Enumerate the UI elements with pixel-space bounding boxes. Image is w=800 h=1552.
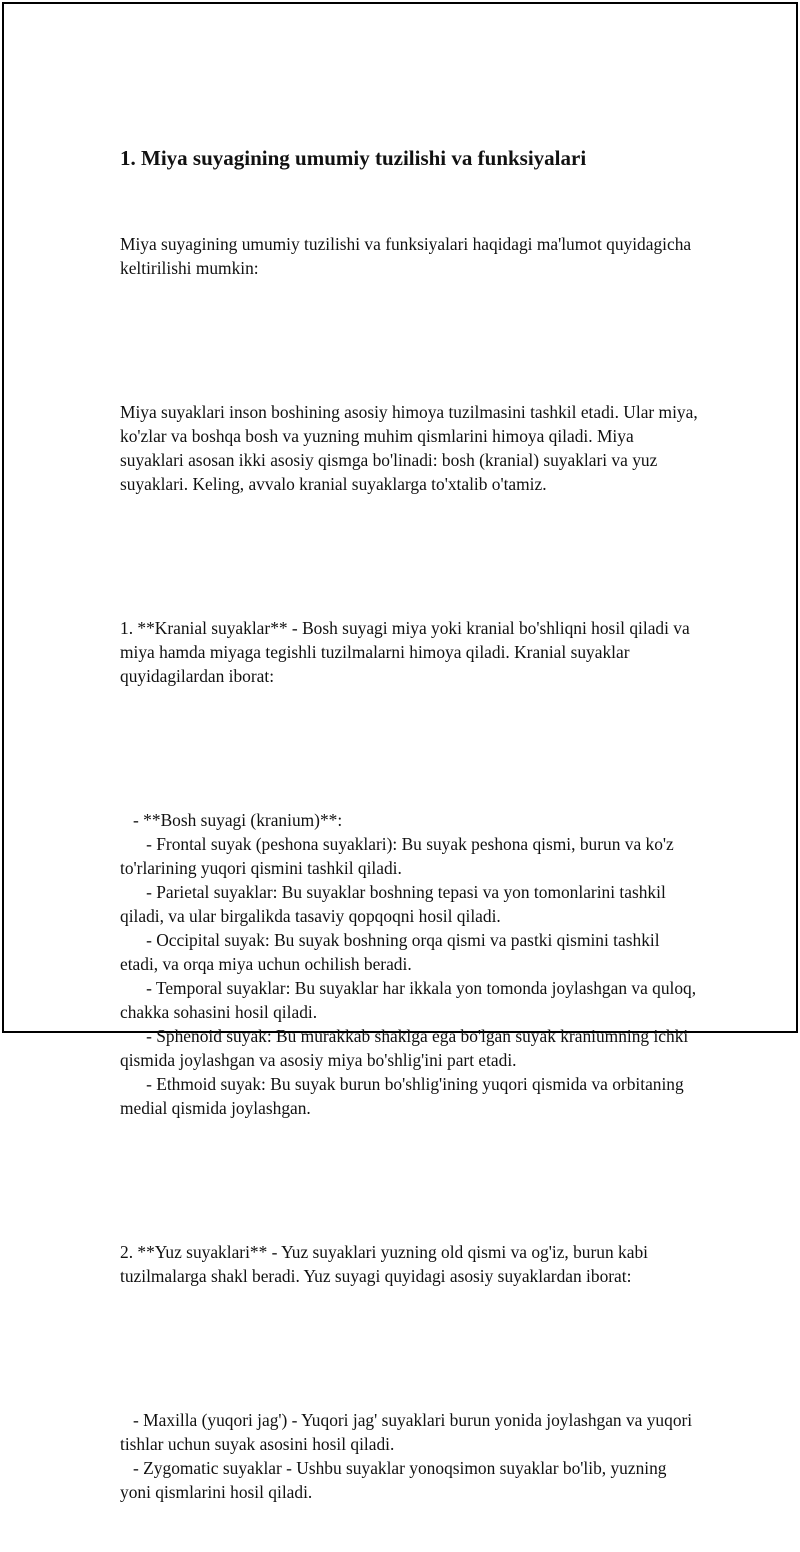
paragraph-gap (120, 1168, 700, 1192)
section-heading: 1. Miya suyagining umumiy tuzilishi va funksiyalari (120, 146, 587, 170)
paragraph-gap (120, 1336, 700, 1360)
paragraph-gap (120, 544, 700, 568)
document-body (120, 96, 703, 1552)
facial-bones-paragraph: 2. **Yuz suyaklari** - Yuz suyaklari yuzning old qismi va og'iz, burun kabi tuzilmalarga shakl beradi. Yuz suyagi quyidagi asosiy suyaklardan iborat: (120, 1242, 653, 1286)
paragraph-gap (120, 328, 700, 352)
cranium-list: - **Bosh suyagi (kranium)**: - Frontal suyak (peshona suyaklari): Bu suyak peshona qismi, burun va ko'z to'rlarining yuqori qismini tashkil qiladi. - Parietal suyaklar: Bu suyaklar boshning tepasi va yon tomonlarini tashkil qiladi, va ular birgalikda tasaviy qopqoqni hosil qiladi. - Occipital suyak: Bu suyak boshning orqa qismi va pastki qismini tashkil etadi, va orqa miya uchun ochilish beradi. - Temporal suyaklar: Bu suyaklar har ikkala yon tomonda joylashgan va quloq, chakka sohasini hosil qiladi. - Sphenoid suyak: Bu murakkab shaklga ega bo'lgan suyak kraniumning ichki qismida joylashgan va asosiy miya bo'shlig'ini part etadi. - Ethmoid suyak: Bu suyak burun bo'shlig'ining yuqori qismida va orbitaning medial qismida joylashgan. (120, 810, 697, 1118)
cranial-bones-paragraph: 1. **Kranial suyaklar** - Bosh suyagi miya yoki kranial bo'shliqni hosil qiladi va miya hamda miyaga tegishli tuzilmalarni himoya qiladi. Kranial suyaklar quyidagilardan iborat: (120, 618, 695, 686)
overview-paragraph: Miya suyaklari inson boshining asosiy himoya tuzilmasini tashkil etadi. Ular miya, ko'zlar va boshqa bosh va yuzning muhim qismlarini himoya qiladi. Miya suyaklari asosan ikki asosiy qismga bo'linadi: bosh (kranial) suyaklari va yuz suyaklari. Keling, avvalo kranial suyaklarga to'xtalib o'tamiz. (120, 402, 703, 494)
paragraph-gap (120, 736, 700, 760)
intro-paragraph: Miya suyagining umumiy tuzilishi va funksiyalari haqidagi ma'lumot quyidagicha keltirilishi mumkin: (120, 234, 696, 278)
facial-bones-list: - Maxilla (yuqori jag') - Yuqori jag' suyaklari burun yonida joylashgan va yuqori tishlar uchun suyak asosini hosil qiladi. - Zygomatic suyaklar - Ushbu suyaklar yonoqsimon suyaklar bo'lib, yuzning yoni qismlarini hosil qiladi. (120, 1410, 693, 1502)
document-page (2, 2, 798, 1502)
